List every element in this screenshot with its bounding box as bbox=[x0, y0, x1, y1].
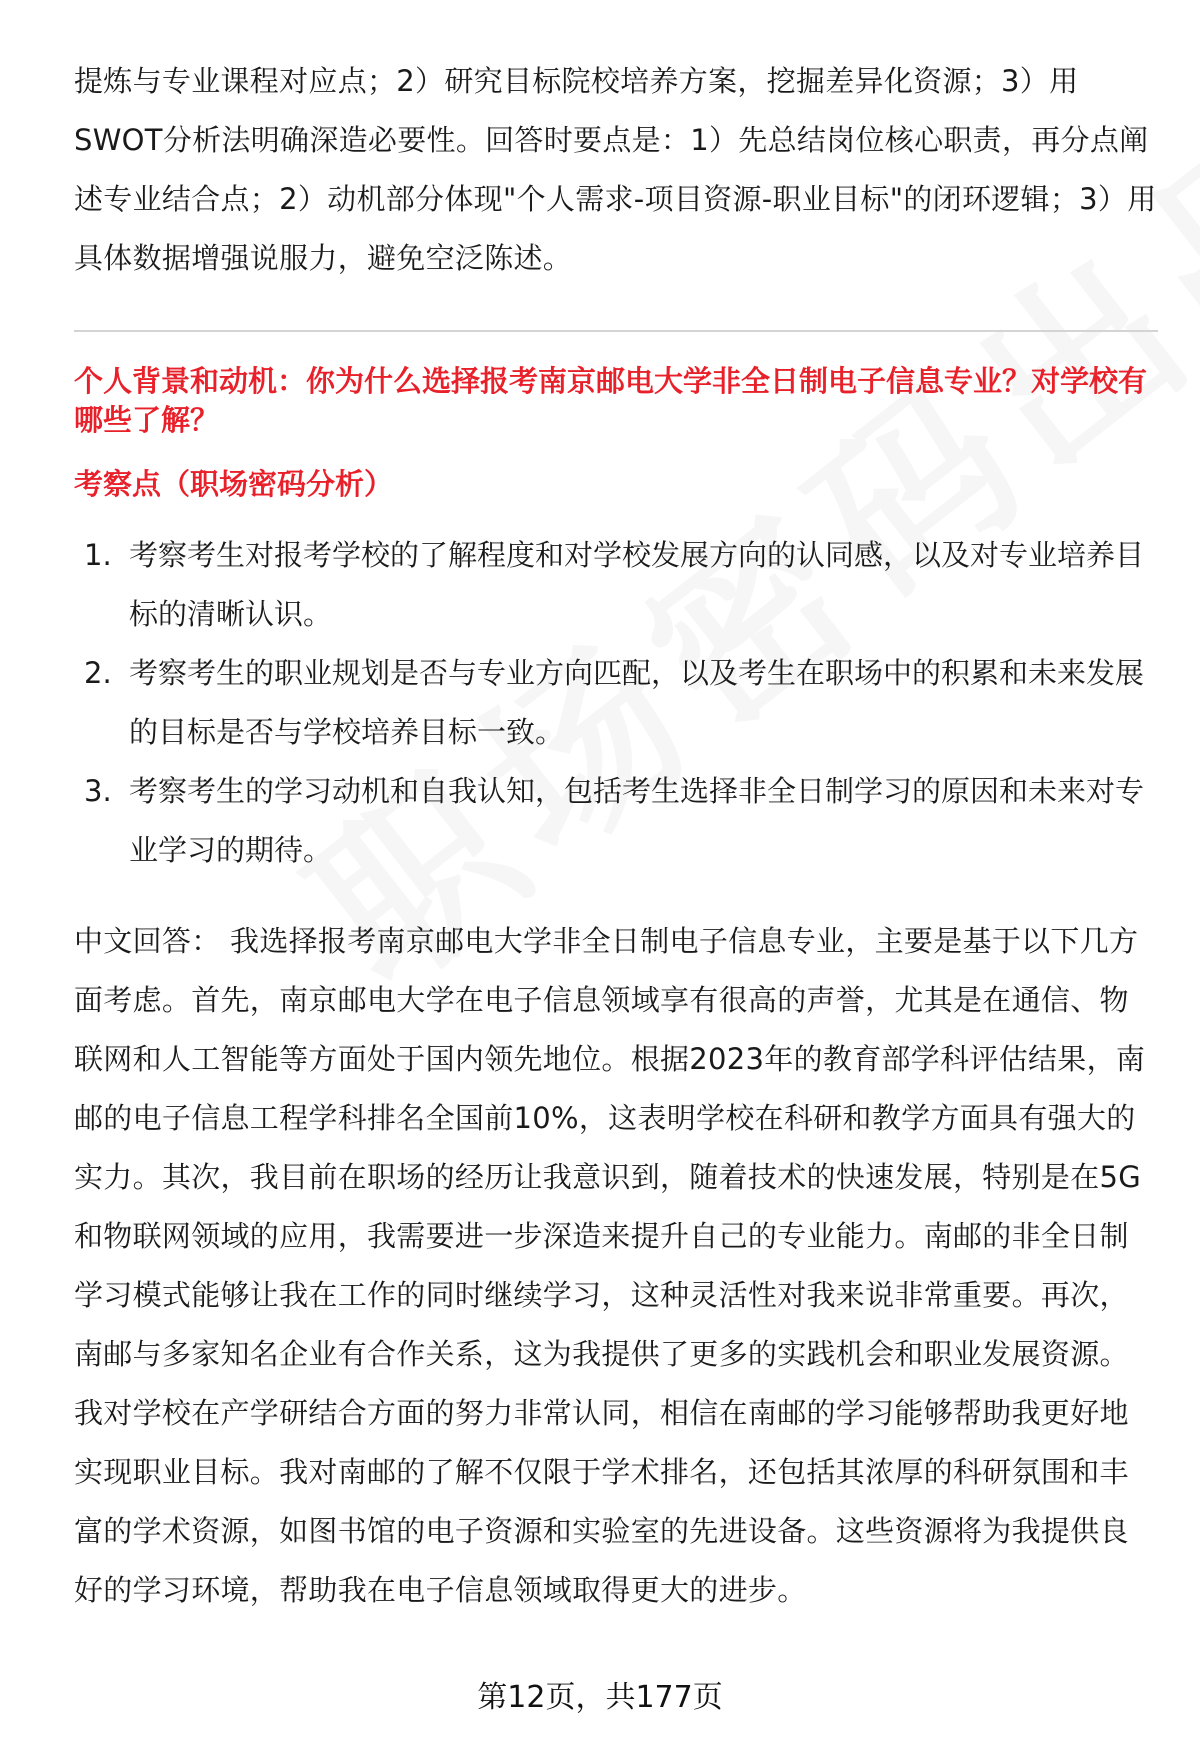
page-number-footer: 第12页，共177页 bbox=[477, 1680, 723, 1715]
assessment-subheading: 考察点（职场密码分析） bbox=[74, 467, 394, 501]
question-heading: 个人背景和动机：你为什么选择报考南京邮电大学非全日制电子信息专业？对学校有哪些了解？ bbox=[74, 364, 1148, 437]
document-page bbox=[74, 52, 1158, 1620]
assessment-points-list bbox=[74, 526, 1158, 880]
list-item-number: 3. bbox=[84, 774, 112, 808]
list-item-number: 2. bbox=[84, 656, 112, 690]
list-item bbox=[74, 644, 1158, 762]
list-item-text: 考察考生对报考学校的了解程度和对学校发展方向的认同感，以及对专业培养目标的清晰认识。 bbox=[129, 538, 1145, 631]
list-item-text: 考察考生的学习动机和自我认知，包括考生选择非全日制学习的原因和未来对专业学习的期待。 bbox=[129, 774, 1145, 867]
list-item-text: 考察考生的职业规划是否与专业方向匹配，以及考生在职场中的积累和未来发展的目标是否与学校培养目标一致。 bbox=[129, 656, 1145, 749]
list-item bbox=[74, 526, 1158, 644]
section-divider bbox=[74, 330, 1158, 332]
intro-paragraph: 提炼与专业课程对应点；2）研究目标院校培养方案，挖掘差异化资源；3）用SWOT分析法明确深造必要性。回答时要点是：1）先总结岗位核心职责，再分点阐述专业结合点；2）动机部分体现"个人需求-项目资源-职业目标"的闭环逻辑；3）用具体数据增强说服力，避免空泛陈述。 bbox=[74, 64, 1157, 275]
list-item-number: 1. bbox=[84, 538, 112, 572]
list-item bbox=[74, 762, 1158, 880]
answer-paragraph: 中文回答： 我选择报考南京邮电大学非全日制电子信息专业，主要是基于以下几方面考虑。首先，南京邮电大学在电子信息领域享有很高的声誉，尤其是在通信、物联网和人工智能等方面处于国内领先地位。根据2023年的教育部学科评估结果，南邮的电子信息工程学科排名全国前10%，这表明学校在科研和教学方面具有强大的实力。其次，我目前在职场的经历让我意识到，随着技术的快速发展，特别是在5G和物联网领域的应用，我需要进一步深造来提升自己的专业能力。南邮的非全日制学习模式能够让我在工作的同时继续学习，这种灵活性对我来说非常重要。再次，南邮与多家知名企业有合作关系，这为我提供了更多的实践机会和职业发展资源。我对学校在产学研结合方面的努力非常认同，相信在南邮的学习能够帮助我更好地实现职业目标。我对南邮的了解不仅限于学术排名，还包括其浓厚的科研氛围和丰富的学术资源，如图书馆的电子资源和实验室的先进设备。这些资源将为我提供良好的学习环境，帮助我在电子信息领域取得更大的进步。 bbox=[74, 924, 1146, 1607]
